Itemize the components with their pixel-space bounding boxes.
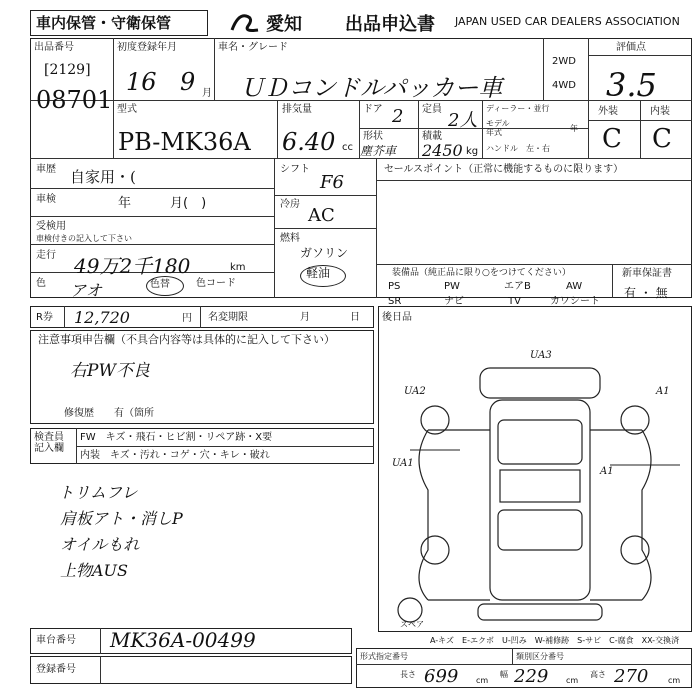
receipt-label: 受検用 — [36, 221, 66, 232]
warranty-options: 有 ・ 無 — [624, 286, 668, 300]
drive-2wd: 2WD — [552, 56, 576, 67]
fw-row: FW キズ・飛石・ヒビ割・リペア跡・X要 — [80, 432, 273, 443]
km-unit: km — [230, 262, 246, 273]
width-unit: cm — [566, 676, 579, 685]
lot-code: [2129] — [44, 62, 91, 78]
equipment-label: 装備品（純正品に限り○をつけてください） — [392, 268, 571, 278]
storage-label: 車内保管・守衛保管 — [36, 14, 172, 32]
equip-airbag: エアB — [504, 281, 531, 292]
mileage-value: 49万2千180 — [74, 254, 191, 278]
length-value: 699 — [424, 666, 459, 687]
model-label: 型式 — [117, 104, 137, 115]
diagram-ua1: UA1 — [392, 458, 414, 469]
association-name: JAPAN USED CAR DEALERS ASSOCIATION — [455, 15, 680, 28]
reg-no-row — [30, 656, 352, 684]
remark-3: オイルもれ — [60, 535, 140, 554]
form-title: 出品申込書 — [345, 14, 435, 35]
remark-4: 上物AUS — [60, 561, 129, 580]
history-value: 自家用・( — [70, 168, 136, 186]
width-label: 幅 — [500, 670, 508, 679]
mileage-label: 走行 — [36, 250, 56, 261]
shift-value: F6 — [320, 172, 344, 193]
brand-name: 愛知 — [266, 14, 302, 35]
displacement-value: 6.40 — [282, 128, 336, 156]
dealer-label: ディーラー・並行 — [486, 104, 550, 113]
diagram-ua3: UA3 — [530, 350, 552, 361]
history-label: 車歴 — [36, 164, 56, 175]
fuel-diesel: 軽油 — [306, 266, 331, 280]
equip-pw: PW — [444, 281, 460, 292]
recycle-value: 12,720 — [74, 308, 130, 327]
reg-year: 16 — [126, 68, 157, 96]
yen-unit: 円 — [182, 313, 192, 324]
category-no-label: 類別区分番号 — [516, 652, 564, 661]
diagram-ua2: UA2 — [404, 386, 426, 397]
remark-2: 肩板アト・消しP — [60, 509, 183, 528]
color-value: アオ — [70, 281, 102, 300]
car-name-value: ＵＤコンドルパッカー車 — [240, 74, 503, 102]
load-value: 2450 — [422, 141, 463, 160]
repair-history-label: 修復歴 有（箇所 — [64, 408, 154, 419]
drive-4wd: 4WD — [552, 80, 576, 91]
warranty-label: 新車保証書 — [622, 268, 672, 279]
equip-tv: TV — [508, 296, 521, 307]
equip-leather: カワシート — [550, 296, 600, 307]
length-unit: cm — [476, 676, 489, 685]
diagram-a1-side: A1 — [656, 386, 670, 397]
damage-legend: A-キズ E-エクボ U-凹み W-補修跡 S-サビ C-腐食 XX-交換済 — [430, 636, 680, 645]
interior-row: 内装 キズ・汚れ・コゲ・穴・キレ・破れ — [80, 450, 270, 461]
ac-label: 冷房 — [280, 199, 300, 210]
score-label: 評価点 — [616, 42, 646, 53]
diagram-a1: A1 — [600, 466, 614, 477]
cc-unit: cc — [342, 142, 353, 153]
recycle-label: R券 — [36, 312, 53, 323]
reg-no-label: 登録番号 — [36, 664, 76, 675]
fuel-gasoline: ガソリン — [300, 246, 349, 260]
height-label: 高さ — [590, 670, 606, 679]
height-value: 270 — [614, 666, 649, 687]
shift-label: シフト — [280, 164, 310, 175]
color-change-label: 色替 — [150, 279, 170, 290]
doors-value: 2 — [392, 106, 404, 127]
inspection-value: 年 月( ) — [118, 196, 207, 211]
fuel-label: 燃料 — [280, 233, 300, 244]
first-reg-label: 初度登録年月 — [117, 42, 177, 53]
color-label: 色 — [36, 278, 46, 289]
ju-logo — [228, 10, 264, 34]
load-label: 積載 — [422, 131, 442, 142]
reg-month-unit: 月 — [202, 88, 212, 99]
car-name-label: 車名・グレード — [218, 42, 288, 53]
chassis-no-label: 車台番号 — [36, 635, 76, 646]
type-designation-label: 形式指定番号 — [360, 652, 408, 661]
remark-1: トリムフレ — [58, 483, 138, 502]
notes-header: 注意事項申告欄（不具合内容等は具体的に記入して下さい） — [38, 333, 335, 346]
model-year-label: モデル 年式 — [486, 119, 510, 137]
score-value: 3.5 — [606, 66, 657, 104]
spare-label: スペア — [400, 620, 424, 629]
ac-value: AC — [308, 205, 335, 226]
equip-ps: PS — [388, 281, 401, 292]
interior-label: 内装 — [650, 106, 670, 117]
interior-grade: C — [652, 124, 672, 154]
displacement-label: 排気量 — [282, 104, 312, 115]
listing-no-value: 08701 — [36, 86, 113, 114]
doors-label: ドア — [363, 104, 383, 115]
handle-label: ハンドル 左・右 — [486, 144, 550, 153]
shape-value: 塵芥車 — [360, 144, 397, 158]
shape-label: 形状 — [363, 131, 383, 142]
listing-no-label: 出品番号 — [34, 42, 74, 53]
model-year-unit: 年 — [570, 124, 578, 133]
chassis-no-value: MK36A-00499 — [110, 628, 256, 652]
name-change-day: 日 — [350, 312, 360, 323]
name-change-label: 名変期限 — [208, 312, 248, 323]
name-change-month: 月 — [300, 312, 310, 323]
equip-navi: ナビ — [444, 296, 464, 307]
equip-sr: SR — [388, 296, 402, 307]
model-value: PB-MK36A — [118, 128, 251, 156]
inspector-label: 検査員 記入欄 — [34, 432, 64, 454]
sales-point-label: セールスポイント（正常に機能するものに限ります） — [384, 164, 624, 175]
length-label: 長さ — [400, 670, 416, 679]
note-1: 右PW不良 — [70, 361, 150, 381]
height-unit: cm — [668, 676, 681, 685]
vehicle-diagram — [380, 340, 690, 630]
exterior-grade: C — [602, 124, 622, 154]
rear-seat-label: 後日品 — [382, 312, 412, 323]
width-value: 229 — [514, 666, 549, 687]
color-code-label: 色コード — [196, 278, 236, 289]
exterior-label: 外装 — [598, 106, 618, 117]
receipt-note: 車検付きの記入して下さい — [36, 234, 132, 243]
reg-month: 9 — [180, 68, 196, 96]
capacity-label: 定員 — [422, 104, 442, 115]
kg-unit: kg — [466, 146, 479, 157]
capacity-value: 2人 — [448, 110, 478, 131]
equip-aw: AW — [566, 281, 583, 292]
inspection-label: 車検 — [36, 194, 56, 205]
